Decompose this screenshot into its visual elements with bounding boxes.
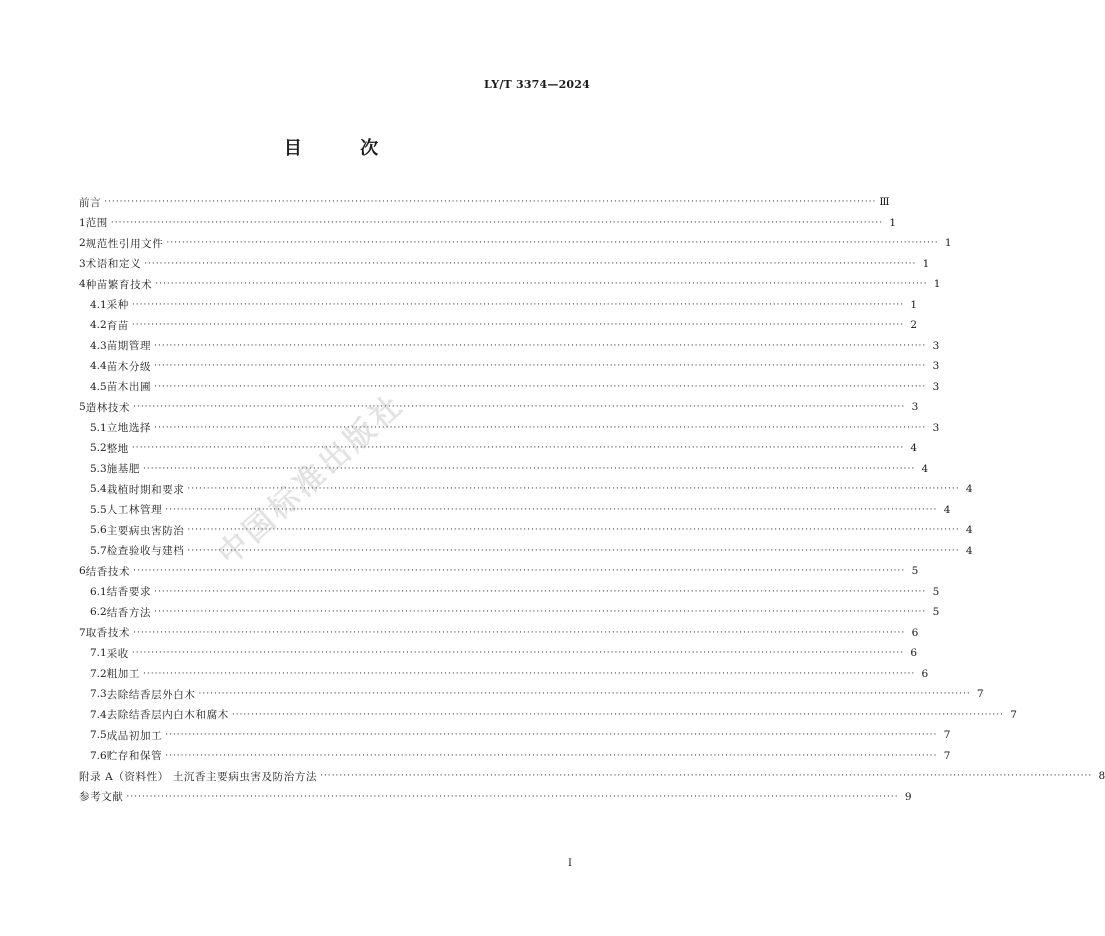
toc-entry-page: 8 xyxy=(1098,770,1105,783)
toc-entry-title: 去除结香层外白木 xyxy=(106,688,196,701)
toc-dot-leader: ········································································································································································································ xyxy=(133,566,906,577)
toc-entry-page: 6 xyxy=(921,667,929,680)
toc-entry-number: 1 xyxy=(79,216,86,229)
toc-entry-page: 1 xyxy=(910,298,918,311)
toc-entry-page: 4 xyxy=(910,442,918,455)
toc-entry-page: 4 xyxy=(965,524,973,537)
toc-entry-title: 规范性引用文件 xyxy=(85,237,164,250)
toc-entry[interactable] xyxy=(79,274,941,295)
page-number: I xyxy=(568,858,572,869)
toc-dot-leader: ········································································································································································································ xyxy=(104,197,877,208)
toc-entry-title: 苗木分级 xyxy=(106,360,152,373)
toc-entry-page: Ⅲ xyxy=(879,196,890,209)
toc-entry-title: 范围 xyxy=(85,217,108,230)
toc-entry[interactable] xyxy=(79,377,940,398)
toc-entry[interactable] xyxy=(79,336,940,357)
toc-entry-title: 施基肥 xyxy=(106,463,141,476)
toc-dot-leader: ········································································································································································································ xyxy=(131,443,905,454)
toc-entry-page: 7 xyxy=(943,729,951,742)
toc-dot-leader: ········································································································································································································ xyxy=(154,381,927,392)
toc-entry[interactable] xyxy=(79,459,929,480)
toc-entry-number: 4.1 xyxy=(90,298,107,311)
toc-entry[interactable] xyxy=(79,746,951,767)
toc-entry-title: 去除结香层内白木和腐木 xyxy=(106,709,229,722)
toc-dot-leader: ········································································································································································································ xyxy=(154,586,927,597)
toc-dot-leader: ········································································································································································································ xyxy=(143,463,916,474)
toc-entry-title: 苗期管理 xyxy=(106,340,152,353)
toc-entry-page: 6 xyxy=(910,647,918,660)
toc-entry-number: 6.2 xyxy=(90,606,107,619)
toc-entry-page: 4 xyxy=(921,462,929,475)
toc-entry-title: 术语和定义 xyxy=(85,258,142,271)
toc-dot-leader: ········································································································································································································ xyxy=(165,504,938,515)
toc-entry[interactable] xyxy=(79,500,951,521)
toc-entry[interactable] xyxy=(79,602,940,623)
toc-entry-number: 5.7 xyxy=(90,544,107,557)
toc-entry-page: 5 xyxy=(932,585,940,598)
toc-entry[interactable] xyxy=(79,520,973,541)
toc-dot-leader: ········································································································································································································ xyxy=(166,238,939,249)
toc-dot-leader: ········································································································································································································ xyxy=(154,340,927,351)
toc-entry-page: 6 xyxy=(911,626,919,639)
toc-entry-page: 1 xyxy=(944,237,952,250)
toc-entry-number: 5.5 xyxy=(90,503,107,516)
toc-entry-number: 3 xyxy=(79,257,86,270)
toc-entry[interactable] xyxy=(79,561,919,582)
toc-entry-page: 4 xyxy=(965,483,973,496)
toc-dot-leader: ········································································································································································································ xyxy=(131,648,905,659)
toc-entry[interactable] xyxy=(79,479,973,500)
toc-entry-page: 3 xyxy=(932,380,940,393)
toc-entry-title: 前言 xyxy=(79,196,102,209)
toc-entry-number: 7 xyxy=(79,626,86,639)
toc-dot-leader: ········································································································································································································ xyxy=(154,361,927,372)
toc-entry-page: 3 xyxy=(932,421,940,434)
toc-entry-title: 种苗繁育技术 xyxy=(85,278,153,291)
toc-entry-page: 4 xyxy=(943,503,951,516)
toc-dot-leader: ········································································································································································································ xyxy=(154,607,927,618)
toc-entry-number: 4.3 xyxy=(90,339,107,352)
toc-entry-page: 3 xyxy=(932,360,940,373)
toc-dot-leader: ········································································································································································································ xyxy=(155,279,928,290)
toc-entry-page: 4 xyxy=(965,544,973,557)
toc-entry-number: 7.6 xyxy=(90,749,107,762)
toc-entry-title: 采收 xyxy=(106,647,129,660)
toc-dot-leader: ········································································································································································································ xyxy=(165,730,938,741)
toc-entry[interactable] xyxy=(79,356,940,377)
toc-entry[interactable] xyxy=(79,766,1105,787)
toc-entry-number: 5.4 xyxy=(90,483,107,496)
toc-entry[interactable] xyxy=(79,213,897,234)
toc-entry-number: 4.5 xyxy=(90,380,107,393)
toc-entry-page: 9 xyxy=(904,790,912,803)
toc-entry-title: 人工林管理 xyxy=(106,504,163,517)
toc-entry-number: 4.4 xyxy=(90,360,107,373)
toc-entry-page: 3 xyxy=(911,401,919,414)
toc-entry-page: 7 xyxy=(1010,708,1017,721)
toc-entry-number: 7.5 xyxy=(90,729,107,742)
toc-dot-leader: ········································································································································································································ xyxy=(165,750,938,761)
toc-entry-number: 7.1 xyxy=(90,647,107,660)
toc-entry-number: 5.3 xyxy=(90,462,107,475)
toc-entry-title: 整地 xyxy=(106,442,129,455)
toc-entry-page: 1 xyxy=(922,257,930,270)
toc-dot-leader: ········································································································································································································ xyxy=(187,545,960,556)
toc-entry-number: 2 xyxy=(79,237,86,250)
toc-entry[interactable] xyxy=(79,438,918,459)
toc-entry-title: 结香技术 xyxy=(85,565,131,578)
toc-entry[interactable] xyxy=(79,623,919,644)
table-of-contents xyxy=(79,192,1105,807)
toc-entry-title: 粗加工 xyxy=(106,668,141,681)
toc-entry-number: 6.1 xyxy=(90,585,107,598)
toc-entry-title: 主要病虫害防治 xyxy=(106,524,185,537)
toc-entry-page: 7 xyxy=(977,688,984,701)
toc-entry-title: 结香要求 xyxy=(106,586,152,599)
toc-entry[interactable] xyxy=(79,254,930,275)
toc-entry-title: 采种 xyxy=(106,299,129,312)
toc-entry-title: 立地选择 xyxy=(106,422,152,435)
toc-dot-leader: ········································································································································································································ xyxy=(231,709,1004,720)
toc-entry[interactable] xyxy=(79,664,929,685)
toc-entry[interactable] xyxy=(79,684,984,705)
toc-entry-number: 6 xyxy=(79,565,86,578)
toc-entry-number: 4 xyxy=(79,278,86,291)
toc-entry-title: 检查验收与建档 xyxy=(106,545,185,558)
toc-dot-leader: ········································································································································································································ xyxy=(198,689,971,700)
toc-entry[interactable] xyxy=(79,192,890,213)
toc-entry-page: 1 xyxy=(933,278,941,291)
toc-entry-number: 7.2 xyxy=(90,667,107,680)
toc-entry-title: 贮存和保管 xyxy=(106,750,163,763)
toc-entry-number: 7.3 xyxy=(90,688,107,701)
toc-entry[interactable] xyxy=(79,397,919,418)
toc-entry[interactable] xyxy=(79,643,918,664)
toc-dot-leader: ········································································································································································································ xyxy=(133,627,906,638)
toc-entry[interactable] xyxy=(79,315,918,336)
toc-entry-title: 附录 A（资料性） 土沉香主要病虫害及防治方法 xyxy=(79,770,318,783)
toc-entry-title: 取香技术 xyxy=(85,627,131,640)
toc-dot-leader: ········································································································································································································ xyxy=(144,258,917,269)
toc-entry-title: 结香方法 xyxy=(106,606,152,619)
toc-entry-page: 5 xyxy=(932,606,940,619)
toc-entry-title: 苗木出圃 xyxy=(106,381,152,394)
toc-entry[interactable] xyxy=(79,418,940,439)
toc-entry-title: 成品初加工 xyxy=(106,729,163,742)
toc-dot-leader: ········································································································································································································ xyxy=(110,217,884,228)
toc-entry[interactable] xyxy=(79,582,940,603)
toc-dot-leader: ········································································································································································································ xyxy=(131,299,905,310)
toc-entry[interactable] xyxy=(79,295,918,316)
toc-dot-leader: ········································································································································································································ xyxy=(126,791,899,802)
toc-entry[interactable] xyxy=(79,541,973,562)
toc-entry[interactable] xyxy=(79,725,951,746)
toc-dot-leader: ········································································································································································································ xyxy=(131,320,905,331)
toc-entry-page: 3 xyxy=(932,339,940,352)
toc-entry-number: 5.1 xyxy=(90,421,107,434)
toc-entry-number: 5.2 xyxy=(90,442,107,455)
page-title: 目 次 xyxy=(283,138,405,159)
toc-dot-leader: ········································································································································································································ xyxy=(143,668,916,679)
toc-entry[interactable] xyxy=(79,787,912,808)
toc-entry[interactable] xyxy=(79,233,952,254)
toc-dot-leader: ········································································································································································································ xyxy=(154,422,927,433)
toc-entry-page: 5 xyxy=(911,565,919,578)
toc-dot-leader: ········································································································································································································ xyxy=(133,402,906,413)
standard-code: LY/T 3374—2024 xyxy=(484,78,590,91)
toc-entry-page: 7 xyxy=(943,749,951,762)
publisher-watermark: 中国标准出版社 xyxy=(211,386,412,573)
toc-entry-title: 栽植时期和要求 xyxy=(106,483,185,496)
toc-dot-leader: ········································································································································································································ xyxy=(187,484,960,495)
toc-entry-page: 2 xyxy=(910,319,918,332)
toc-entry-title: 育苗 xyxy=(106,319,129,332)
toc-entry-title: 参考文献 xyxy=(79,791,124,804)
toc-dot-leader: ········································································································································································································ xyxy=(187,525,960,536)
toc-entry[interactable] xyxy=(79,705,1017,726)
toc-entry-number: 4.2 xyxy=(90,319,107,332)
toc-entry-number: 7.4 xyxy=(90,708,107,721)
toc-entry-number: 5.6 xyxy=(90,524,107,537)
toc-entry-title: 造林技术 xyxy=(85,401,131,414)
toc-entry-page: 1 xyxy=(889,216,897,229)
toc-entry-number: 5 xyxy=(79,401,86,414)
toc-dot-leader: ········································································································································································································ xyxy=(320,771,1093,782)
